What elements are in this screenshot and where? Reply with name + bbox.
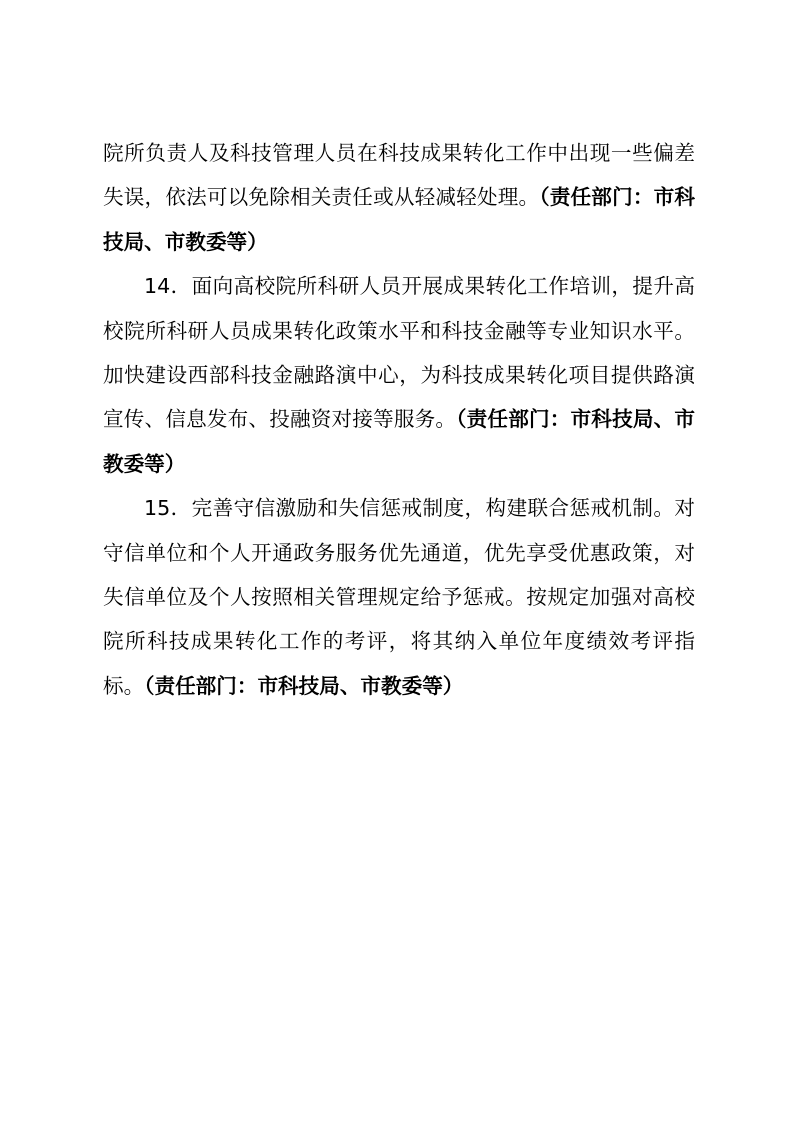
paragraph-text: 15．完善守信激励和失信惩戒制度，构建联合惩戒机制。对守信单位和个人开通政务服务优先通道，优先享受优惠政策，对失信单位及个人按照相关管理规定给予惩戒。按规定加强对高校院所科技成果转化工作的考评，将其纳入单位年度绩效考评指标。 <box>103 496 695 698</box>
paragraph-text: 14．面向高校院所科研人员开展成果转化工作培训，提升高校院所科研人员成果转化政策水平和科技金融等专业知识水平。加快建设西部科技金融路演中心，为科技成果转化项目提供路演宣传、信息发布、投融资对接等服务。 <box>103 274 695 432</box>
paragraph-14 <box>103 264 695 486</box>
paragraph-text: 院所负责人及科技管理人员在科技成果转化工作中出现一些偏差失误，依法可以免除相关责任或从轻减轻处理。 <box>103 141 695 210</box>
responsibility-note: （责任部门：市科技局、市教委等） <box>103 407 696 476</box>
paragraph-15 <box>103 486 695 708</box>
responsibility-note: （责任部门：市科技局、市教委等） <box>144 673 464 698</box>
document-page <box>103 131 695 708</box>
responsibility-note: （责任部门：市科技局、市教委等） <box>103 185 696 254</box>
paragraph-13-continued <box>103 131 695 264</box>
